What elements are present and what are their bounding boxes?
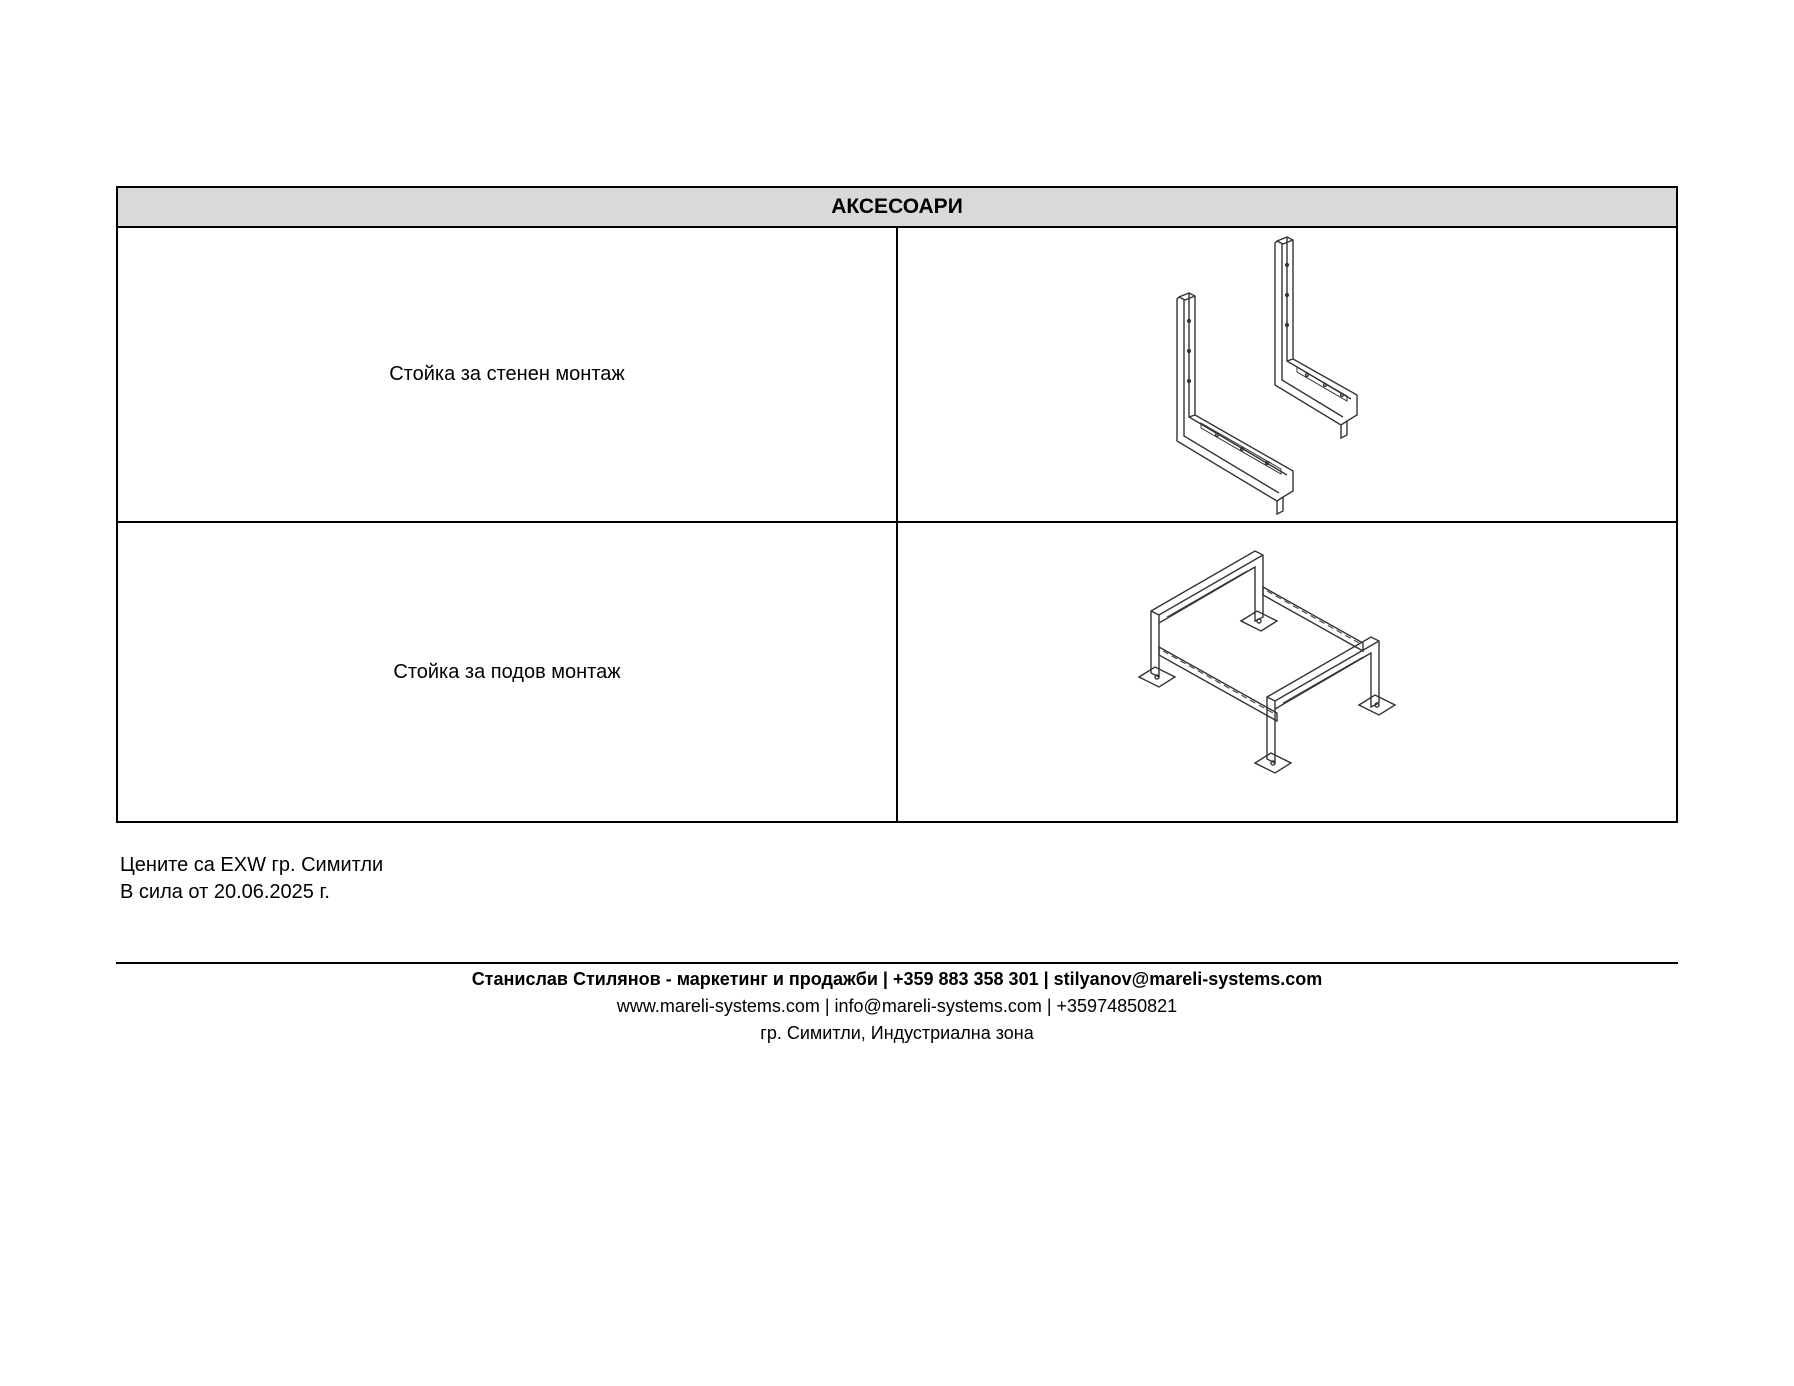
- floor-mount-stand-drawing: [1137, 547, 1437, 797]
- foot-plate: [1139, 667, 1175, 687]
- back-frame: [1151, 551, 1263, 677]
- price-terms: Цените са EXW гр. Симитли: [120, 854, 384, 876]
- front-frame: [1267, 637, 1379, 763]
- accessories-table: [116, 186, 1678, 823]
- footer-address: гр. Симитли, Индустриална зона: [760, 1023, 1034, 1043]
- table-header: АКСЕСОАРИ: [117, 187, 1677, 227]
- effective-date: В сила от 20.06.2025 г.: [120, 881, 330, 903]
- wall-mount-bracket-drawing: [1147, 235, 1427, 515]
- footer: [116, 966, 1678, 1047]
- accessory-image-cell: [897, 522, 1677, 822]
- accessory-image-cell: [897, 227, 1677, 522]
- rear-bracket: [1275, 237, 1357, 438]
- foot-plate: [1359, 695, 1395, 715]
- accessory-name: Стойка за подов монтаж: [117, 522, 897, 822]
- footer-divider: [116, 962, 1678, 964]
- foot-plate: [1255, 753, 1291, 773]
- table-row: [117, 522, 1677, 822]
- accessory-name: Стойка за стенен монтаж: [117, 227, 897, 522]
- footer-company-contacts: www.mareli-systems.com | info@mareli-systems.com | +35974850821: [616, 996, 1178, 1016]
- foot-plate: [1241, 611, 1277, 631]
- table-row: [117, 227, 1677, 522]
- price-notes: [120, 852, 383, 906]
- footer-contact-person: Станислав Стилянов - маркетинг и продажби | +359 883 358 301 | stilyanov@mareli-systems.com: [471, 969, 1323, 989]
- side-rail: [1159, 587, 1363, 721]
